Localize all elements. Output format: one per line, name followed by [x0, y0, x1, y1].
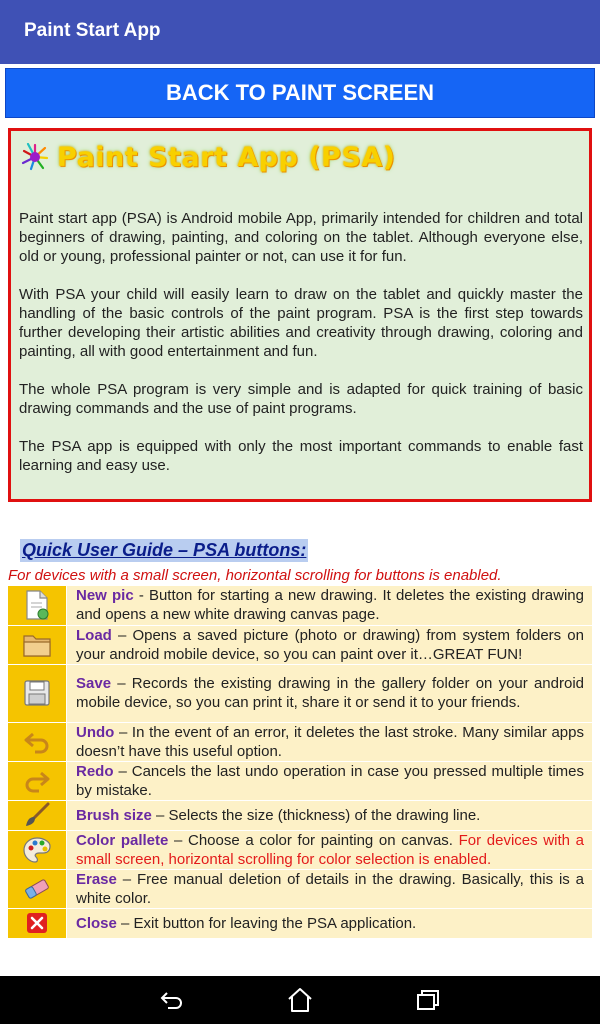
- guide-button-name: Undo: [76, 723, 115, 741]
- guide-row-new-pic: [8, 586, 592, 625]
- guide-row-text: [67, 908, 593, 938]
- guide-row-text: [67, 800, 593, 830]
- guide-button-name: Save: [76, 675, 112, 692]
- guide-button-desc: – Opens a saved picture (photo or drawing) from system folders on your android mobile device, so you can paint over it…GREAT FUN!: [76, 626, 584, 663]
- app-title: Paint Start App: [24, 20, 161, 41]
- guide-button-name: New pic: [76, 587, 134, 605]
- guide-button-desc: – Selects the size (thickness) of the drawing line.: [151, 806, 481, 824]
- intro-text: [19, 209, 583, 494]
- guide-row-text: [67, 586, 593, 625]
- guide-row-color-pallete: [8, 830, 592, 869]
- floppy-icon: [24, 680, 50, 706]
- intro-paragraph: The PSA app is equipped with only the most important commands to enable fast learning and easy use.: [19, 438, 583, 474]
- guide-row-text: [67, 722, 593, 761]
- back-to-paint-screen-button[interactable]: BACK TO PAINT SCREEN: [5, 68, 595, 118]
- guide-button-name: Redo: [76, 762, 114, 780]
- guide-note: For devices with a small screen, horizontal scrolling for buttons is enabled.: [8, 567, 502, 584]
- guide-row-text: [67, 761, 593, 800]
- guide-button-desc: – In the event of an error, it deletes the last stroke. Many similar apps doesn’t have this useful option.: [76, 723, 584, 760]
- guide-button-name: Color pallete: [76, 831, 169, 849]
- intro-paragraph: Paint start app (PSA) is Android mobile App, primarily intended for children and total beginners of drawing, painting, and coloring on the tablet. Although everyone else, old or young, professional painter or not, can use it for fun.: [19, 210, 583, 265]
- guide-title: Quick User Guide – PSA buttons:: [22, 540, 307, 560]
- folder-icon: [22, 632, 52, 658]
- paint-splash-icon: [21, 143, 49, 171]
- intro-paragraph: With PSA your child will easily learn to draw on the tablet and quickly master the handling of the basic controls of the paint program. PSA is the first step towards further developing their artistic abilities and creativity through drawing, coloring and painting, all with good entertainment and fun.: [19, 286, 583, 360]
- guide-button-desc: – Choose a color for painting on canvas.: [168, 831, 459, 849]
- intro-paragraph: The whole PSA program is very simple and is adapted for quick training of basic drawing commands and the use of paint programs.: [19, 381, 583, 417]
- guide-button-desc: – Free manual deletion of details in the drawing. Basically, this is a white color.: [76, 870, 584, 907]
- guide-button-desc: – Records the existing drawing in the gallery folder on your android mobile device, so you can print it, share it or send it to your friends.: [76, 675, 584, 711]
- guide-button-name: Brush size: [76, 806, 152, 824]
- home-icon[interactable]: [286, 986, 314, 1014]
- brush-icon: [24, 802, 50, 828]
- recents-icon[interactable]: [414, 986, 442, 1014]
- guide-button-name: Close: [76, 914, 117, 932]
- guide-button-desc: – Exit button for leaving the PSA application.: [116, 914, 417, 932]
- intro-title: Paint Start App (PSA): [57, 141, 396, 173]
- palette-icon: [23, 836, 51, 864]
- app-bar: [0, 0, 600, 64]
- new-pic-icon: [24, 590, 50, 620]
- guide-button-note: For devices with a small screen, horizontal scrolling for color selection is enabled.: [76, 831, 584, 868]
- intro-panel: [8, 128, 592, 502]
- guide-button-name: Erase: [76, 870, 117, 888]
- eraser-icon: [23, 878, 51, 900]
- guide-row-text: [67, 625, 593, 664]
- guide-row-redo: [8, 761, 592, 800]
- guide-row-undo: [8, 722, 592, 761]
- intro-header: [21, 137, 396, 177]
- redo-icon: [23, 769, 51, 793]
- guide-row-load: [8, 625, 592, 664]
- guide-button-name: Load: [76, 626, 112, 644]
- undo-icon: [23, 730, 51, 754]
- close-icon: [26, 912, 48, 934]
- guide-table: [8, 586, 592, 939]
- guide-row-erase: [8, 869, 592, 908]
- system-nav-bar: [0, 976, 600, 1024]
- guide-row-text: [67, 869, 593, 908]
- guide-button-desc: – Cancels the last undo operation in case you pressed multiple times by mistake.: [76, 762, 584, 799]
- guide-row-save: [8, 664, 592, 722]
- guide-row-text: [67, 664, 593, 722]
- back-icon[interactable]: [158, 986, 186, 1014]
- guide-row-text: [67, 830, 593, 869]
- guide-row-close: [8, 908, 592, 938]
- guide-row-brush-size: [8, 800, 592, 830]
- guide-button-desc: - Button for starting a new drawing. It deletes the existing drawing and opens a new white drawing canvas page.: [76, 587, 584, 624]
